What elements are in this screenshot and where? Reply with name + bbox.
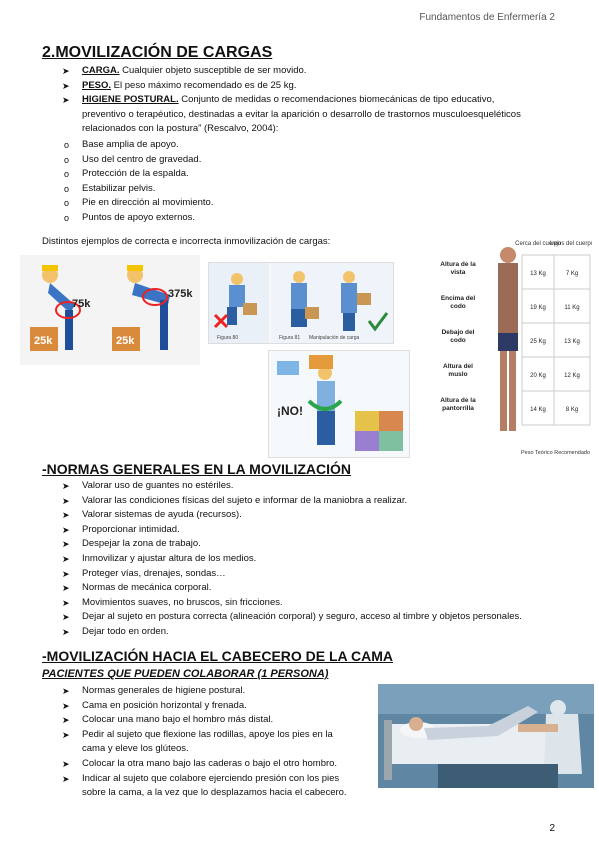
arrow-bullet-icon: ➤ [62, 524, 70, 535]
arrow-bullet-icon: ➤ [62, 626, 70, 637]
list-item-continuation [62, 786, 362, 801]
list-item [62, 93, 562, 108]
arrow-bullet-icon: ➤ [62, 510, 70, 521]
list-item-text: Colocar la otra mano bajo las caderas o bajo el otro hombro. [82, 757, 338, 769]
arrow-bullet-icon: ➤ [62, 758, 70, 769]
list-item [62, 625, 582, 640]
list-item-text: Normas de mecánica corporal. [82, 582, 212, 594]
list-item [62, 610, 582, 625]
list-item [62, 64, 562, 79]
list-item-text: Inmovilizar y ajustar altura de los medios. [82, 552, 257, 564]
list-item-text: Normas generales de higiene postural. [82, 685, 246, 696]
list-item [62, 596, 582, 611]
table-cell-near: 20 Kg [530, 373, 546, 379]
sub-item-text: Uso del centro de gravedad. [82, 153, 202, 165]
box-weight-label-1: 25k [34, 335, 53, 347]
term-text: preventivo o terapéutico, destinadas a evitar la aparición o desarrollo de trastornos musculoesqueléticos [82, 108, 521, 120]
definitions-block [62, 64, 562, 226]
page-number: 2 [549, 823, 555, 834]
sub-item-text: Pie en dirección al movimiento. [82, 197, 214, 209]
arrow-bullet-icon: ➤ [62, 700, 70, 711]
sub-item-text: Base amplia de apoyo. [82, 138, 179, 150]
spine-load-label-1: 75k [72, 298, 91, 310]
arrow-bullet-icon: ➤ [62, 583, 70, 594]
list-item [62, 684, 362, 699]
table-cell-far: 8 Kg [565, 407, 579, 413]
list-item-text: Colocar una mano bajo el hombro más distal. [82, 714, 274, 726]
circle-bullet-icon: o [64, 154, 70, 165]
list-item-text: Proteger vías, drenajes, sondas… [82, 567, 226, 579]
arrow-bullet-icon: ➤ [62, 568, 70, 579]
list-item [62, 772, 362, 787]
box-weight-label-2: 25k [116, 335, 135, 347]
circle-bullet-icon: o [64, 212, 70, 223]
sub-item-text: Puntos de apoyo externos. [82, 211, 196, 223]
list-item-text: Valorar sistemas de ayuda (recursos). [82, 509, 242, 521]
list-item [62, 699, 362, 714]
subsection-title-pacientes-colaborar: PACIENTES QUE PUEDEN COLABORAR (1 PERSONA) [42, 668, 329, 680]
circle-bullet-icon: o [64, 198, 70, 209]
normas-list [62, 479, 582, 640]
table-row-label: Encima del codo [440, 295, 476, 310]
list-item-text: Movimientos suaves, no bruscos, sin fricciones. [82, 596, 283, 608]
term-text: Conjunto de medidas o recomendaciones biomecánicas de tipo educativo, [178, 94, 495, 106]
arrow-bullet-icon: ➤ [62, 66, 70, 76]
table-cell-far: 12 Kg [564, 373, 580, 379]
sub-list-item [62, 182, 562, 197]
circle-bullet-icon: o [64, 139, 70, 150]
section-title-normas-generales: -NORMAS GENERALES EN LA MOVILIZACIÓN [42, 461, 352, 477]
list-item [62, 713, 362, 728]
arrow-bullet-icon: ➤ [62, 481, 70, 491]
section-title-movilizacion-cargas: 2.MOVILIZACIÓN DE CARGAS [42, 44, 273, 61]
arrow-bullet-icon: ➤ [62, 773, 70, 784]
term-text: relacionados con la postura” (Rescalvo, 2004): [82, 123, 279, 135]
table-row-label: Altura de la vista [440, 261, 476, 276]
circle-bullet-icon: o [64, 183, 70, 194]
table-footer: Peso Teórico Recomendado [521, 450, 590, 456]
list-item [62, 479, 582, 494]
term-text: Cualquier objeto susceptible de ser movido. [119, 65, 307, 76]
photo-patient-bed-movement [378, 684, 594, 788]
table-row-label: Altura de la pantorrilla [440, 397, 476, 412]
table-cell-far: 7 Kg [565, 271, 579, 277]
term-label: HIGIENE POSTURAL. [82, 94, 179, 106]
arrow-bullet-icon: ➤ [62, 729, 70, 740]
list-item-text: Cama en posición horizontal y frenada. [82, 699, 247, 711]
list-item-text: Valorar uso de guantes no estériles. [82, 480, 234, 491]
arrow-bullet-icon: ➤ [62, 553, 70, 564]
figure-overhead-lift-no [268, 350, 410, 458]
table-cell-far: 11 Kg [564, 305, 580, 311]
list-item-continuation [62, 742, 362, 757]
sub-list-item [62, 211, 562, 226]
table-row-label: Debajo del codo [441, 329, 475, 344]
column-header-near: Cerca del cuerpo [515, 241, 561, 247]
list-item [62, 508, 582, 523]
table-row-label: Altura del muslo [443, 363, 473, 378]
term-text: El peso máximo recomendado es de 25 kg. [111, 79, 297, 91]
arrow-bullet-icon: ➤ [62, 80, 70, 91]
figure-lifting-comparison [20, 255, 200, 365]
list-item-text: Dejar todo en orden. [82, 625, 169, 637]
list-item-continuation [62, 122, 562, 137]
list-item-continuation [62, 108, 562, 123]
arrow-bullet-icon: ➤ [62, 539, 70, 550]
sub-list-item [62, 196, 562, 211]
figure-lifting-technique-panels [208, 262, 394, 344]
figure-caption-manipulacion: Manipulación de carga [309, 335, 360, 341]
arrow-bullet-icon: ➤ [62, 715, 70, 726]
page-header: Fundamentos de Enfermería 2 [419, 12, 555, 23]
weight-recommendation-figure [440, 237, 592, 459]
no-warning-label: ¡NO! [277, 404, 303, 418]
list-item-text: Dejar al sujeto en postura correcta (alineación corporal) y seguro, acceso al timbre y objetos personales. [82, 611, 522, 623]
figures-caption: Distintos ejemplos de correcta e incorrecta inmovilización de cargas: [42, 236, 331, 247]
arrow-bullet-icon: ➤ [62, 95, 70, 106]
table-cell-far: 13 Kg [564, 339, 580, 345]
circle-bullet-icon: o [64, 169, 70, 180]
list-item-text: Despejar la zona de trabajo. [82, 538, 201, 550]
list-item-text: cama y eleve los glúteos. [82, 743, 189, 755]
sub-item-text: Protección de la espalda. [82, 168, 189, 180]
spine-load-label-2: 375k [168, 288, 193, 300]
list-item-text: Pedir al sujeto que flexione las rodillas, apoye los pies en la [82, 728, 333, 740]
table-cell-near: 19 Kg [530, 305, 546, 311]
list-item-text: Proporcionar intimidad. [82, 523, 180, 535]
list-item-text: sobre la cama, a la vez que lo desplazamos hacia el cabecero. [82, 787, 347, 799]
sub-list-item [62, 138, 562, 153]
table-cell-near: 25 Kg [530, 339, 546, 345]
list-item-text: Valorar las condiciones físicas del sujeto e informar de la maniobra a realizar. [82, 494, 408, 506]
section-title-movilizacion-cabecero: -MOVILIZACIÓN HACIA EL CABECERO DE LA CAMA [42, 648, 394, 664]
list-item-text: Indicar al sujeto que colabore ejerciendo presión con los pies [82, 772, 340, 784]
figure-caption-81: Figura 81 [279, 335, 301, 341]
list-item [62, 757, 362, 772]
cabecero-steps-list [62, 684, 362, 801]
list-item [62, 552, 582, 567]
list-item [62, 79, 562, 94]
table-cell-near: 13 Kg [530, 271, 546, 277]
list-item [62, 728, 362, 743]
table-cell-near: 14 Kg [530, 407, 546, 413]
arrow-bullet-icon: ➤ [62, 495, 70, 506]
list-item [62, 523, 582, 538]
column-header-far: Lejos del cuerpo [549, 241, 592, 247]
sub-item-text: Estabilizar pelvis. [82, 182, 156, 194]
term-label: CARGA. [82, 65, 120, 76]
list-item [62, 567, 582, 582]
sub-list-item [62, 153, 562, 168]
list-item [62, 494, 582, 509]
figure-caption-80: Figura 80 [217, 335, 239, 341]
list-item [62, 581, 582, 596]
arrow-bullet-icon: ➤ [62, 597, 70, 608]
arrow-bullet-icon: ➤ [62, 612, 70, 623]
term-label: PESO. [82, 79, 112, 91]
arrow-bullet-icon: ➤ [62, 686, 70, 696]
sub-list-item [62, 167, 562, 182]
list-item [62, 537, 582, 552]
